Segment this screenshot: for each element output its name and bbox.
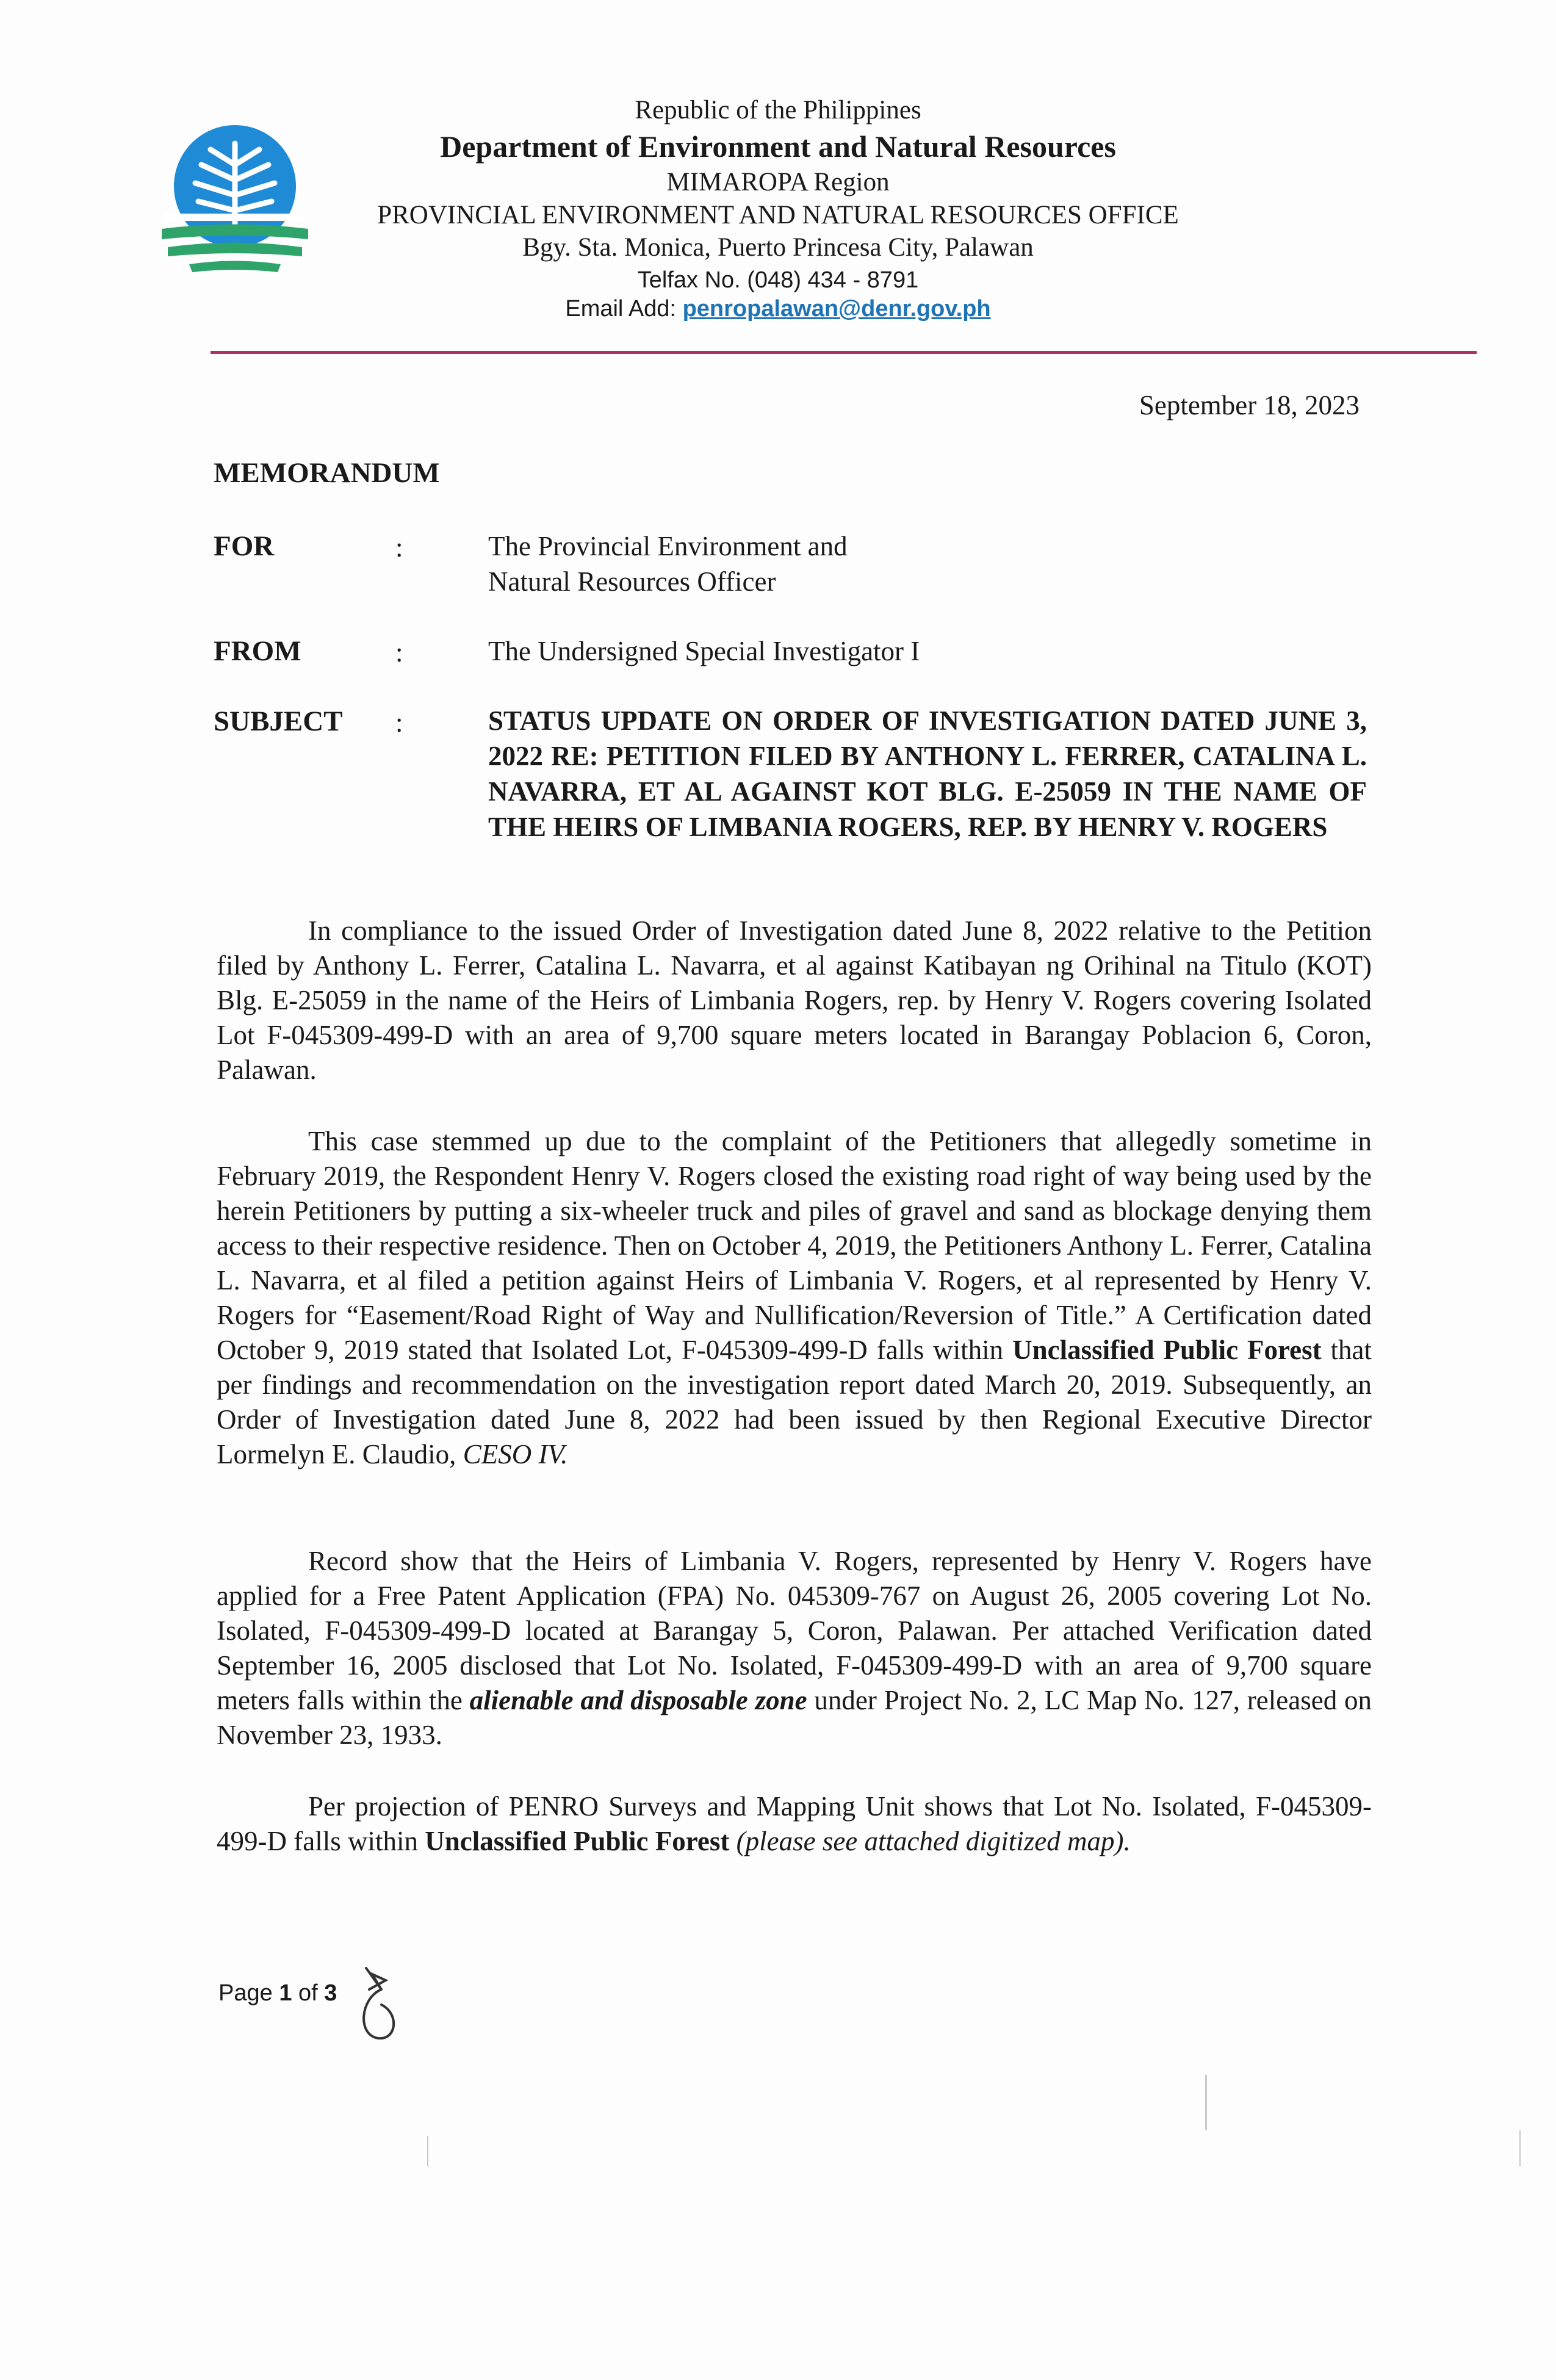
paragraph-3-bold-italic: alienable and disposable zone — [469, 1685, 807, 1715]
email-line — [0, 295, 1556, 323]
page-total: 3 — [324, 1980, 337, 2006]
scan-artifact — [1519, 2130, 1521, 2166]
paragraph-3 — [217, 1544, 1372, 1753]
paragraph-3-text-a: Record show that the Heirs of Limbania V. Rogers, represented by Henry V. Rogers have applied for a Free Patent Application (FPA) No. 045309-767 on August 26, 2005 covering Lot No. Isolated, F-045309-499-D located at Barangay 5, Coron, Palawan. Per attached Verification dated September 16, 2005 disclosed that Lot No. Isolated, F-045309-499-D with an area of 9,700 square meters falls within the — [217, 1546, 1372, 1715]
for-value: The Provincial Environment and Natural Resources Officer — [488, 531, 848, 597]
paragraph-2-bold: Unclassified Public Forest — [1012, 1335, 1322, 1365]
header-rule — [211, 351, 1477, 354]
paragraph-2-italic: CESO IV. — [463, 1439, 568, 1469]
paragraph-2-text-b: that per findings and recommendation on the investigation report dated March 20, 2019. Subsequently, an Order of Investigation dated June 8, 2022 had been issued by then Regional Executive Director Lormelyn E. Claudio, — [217, 1335, 1372, 1469]
paragraph-4-bold: Unclassified Public Forest — [425, 1826, 730, 1856]
subject-label: SUBJECT — [214, 705, 343, 737]
paragraph-2 — [217, 1124, 1372, 1472]
page-prefix: Page — [218, 1980, 273, 2006]
memo-date: September 18, 2023 — [1139, 390, 1360, 420]
for-colon: : — [395, 532, 403, 563]
address-line: Bgy. Sta. Monica, Puerto Princesa City, Palawan — [522, 233, 1034, 262]
subject-colon: : — [395, 707, 403, 738]
email-label: Email Add: — [565, 296, 676, 322]
from-label: FROM — [214, 635, 301, 667]
paragraph-2-text-a: This case stemmed up due to the complaint of the Petitioners that allegedly sometime in February 2019, the Respondent Henry V. Rogers closed the existing road right of way being used by the herein Petitioners by putting a six-wheeler truck and piles of gravel and sand as blockage denying them access to their respective residence. Then on October 4, 2019, the Petitioners Anthony L. Ferrer, Catalina L. Navarra, et al filed a petition against Heirs of Limbania V. Rogers, et al represented by Henry V. Rogers for “Easement/Road Right of Way and Nullification/Reversion of Title.” A Certification dated October 9, 2019 stated that Isolated Lot, F-045309-499-D falls within — [217, 1126, 1372, 1365]
memo-title: MEMORANDUM — [214, 457, 440, 489]
paragraph-3-text-b: under Project No. 2, LC Map No. 127, released on November 23, 1933. — [217, 1685, 1372, 1750]
republic-line: Republic of the Philippines — [635, 96, 921, 124]
paragraph-4-text-a: Per projection of PENRO Surveys and Mapping Unit shows that Lot No. Isolated, F-045309-499-D falls within — [217, 1791, 1372, 1856]
telfax-line: Telfax No. (048) 434 - 8791 — [637, 267, 919, 293]
from-value: The Undersigned Special Investigator I — [488, 636, 920, 666]
for-label: FOR — [214, 530, 275, 562]
office-line: PROVINCIAL ENVIRONMENT AND NATURAL RESOURCES OFFICE — [377, 201, 1179, 229]
from-colon: : — [395, 637, 403, 668]
scan-artifact — [427, 2136, 428, 2166]
page-number — [218, 1980, 337, 2007]
subject-value: STATUS UPDATE ON ORDER OF INVESTIGATION DATED JUNE 3, 2022 RE: PETITION FILED BY ANTHONY L. FERRER, CATALINA L. NAVARRA, ET AL AGAINST KOT BLG. E-25059 IN THE NAME OF THE HEIRS OF LIMBANIA ROGERS, REP. BY HENRY V. ROGERS — [488, 705, 1367, 842]
paragraph-4 — [217, 1789, 1372, 1859]
page-of: of — [298, 1980, 318, 2006]
region-line: MIMAROPA Region — [666, 168, 890, 197]
paragraph-1-text: In compliance to the issued Order of Investigation dated June 8, 2022 relative to the Petition filed by Anthony L. Ferrer, Catalina L. Navarra, et al against Katibayan ng Orihinal na Titulo (KOT) Blg. E-25059 in the name of the Heirs of Limbania Rogers, rep. by Henry V. Rogers covering Isolated Lot F-045309-499-D with an area of 9,700 square meters located in Barangay Poblacion 6, Coron, Palawan. — [217, 915, 1372, 1085]
scan-artifact — [1205, 2075, 1207, 2130]
department-name: Department of Environment and Natural Resources — [440, 129, 1116, 164]
email-link[interactable]: penropalawan@denr.gov.ph — [682, 296, 991, 322]
paragraph-1 — [217, 914, 1372, 1087]
handwritten-initials — [348, 1956, 421, 2047]
paragraph-4-italic: (please see attached digitized map). — [736, 1826, 1131, 1856]
page-current: 1 — [279, 1980, 292, 2006]
